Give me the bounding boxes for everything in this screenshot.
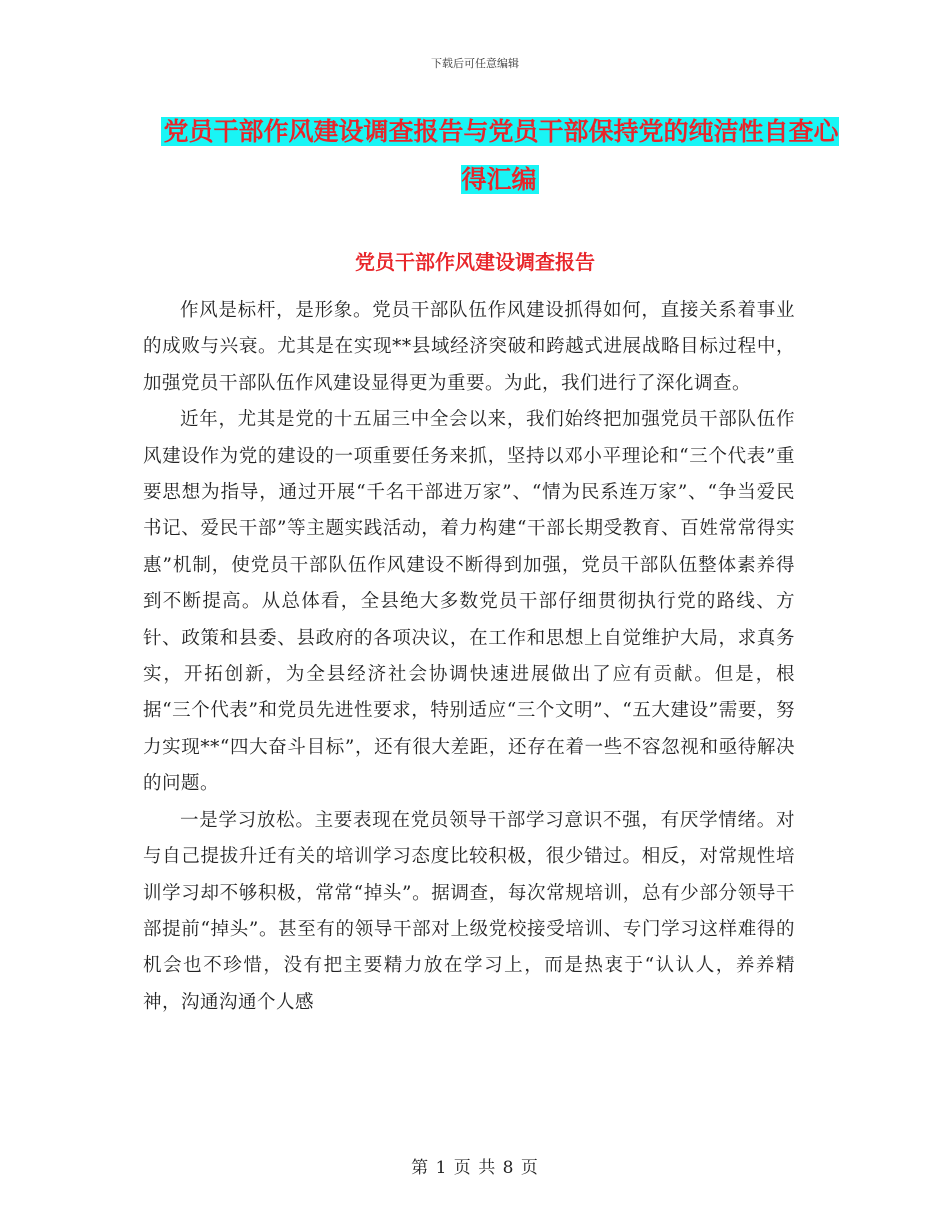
section-title: 党员干部作风建设调查报告 [355,250,595,274]
document-title [150,108,850,204]
header-note: 下载后可任意编辑 [431,57,519,70]
body-paragraph: 近年，尤其是党的十五届三中全会以来，我们始终把加强党员干部队伍作风建设作为党的建设的一项重要任务来抓，坚持以邓小平理论和“三个代表”重要思想为指导，通过开展“千名干部进万家”、“情为民系连万家”、“争当爱民书记、爱民干部”等主题实践活动，着力构建“干部长期受教育、百姓常常得实惠”机制，使党员干部队伍作风建设不断得到加强，党员干部队伍整体素养得到不断提高。从总体看，全县绝大多数党员干部仔细贯彻执行党的路线、方针、政策和县委、县政府的各项决议，在工作和思想上自觉维护大局，求真务实，开拓创新，为全县经济社会协调快速进展做出了应有贡献。但是，根据“三个代表”和党员先进性要求，特别适应“三个文明”、“五大建设”需要，努力实现**“四大奋斗目标”，还有很大差距，还存在着一些不容忽视和亟待解决的问题。 [143,409,795,795]
body-paragraph: 一是学习放松。主要表现在党员领导干部学习意识不强，有厌学情绪。对与自己提拔升迁有关的培训学习态度比较积极，很少错过。相反，对常规性培训学习却不够积极，常常“掉头”。据调查，每次常规培训，总有少部分领导干部提前“掉头”。甚至有的领导干部对上级党校接受培训、专门学习这样难得的机会也不珍惜，没有把主要精力放在学习上，而是热衷于“认认人，养养精神，沟通沟通个人感 [143,809,795,1013]
document-body [143,293,795,1021]
page-number-footer: 第 1 页 共 8 页 [411,1158,539,1178]
document-title-highlight: 党员干部作风建设调查报告与党员干部保持党的纯洁性自查心得汇编 [163,117,839,194]
body-paragraph: 作风是标杆，是形象。党员干部队伍作风建设抓得如何，直接关系着事业的成败与兴衰。尤其是在实现**县域经济突破和跨越式进展战略目标过程中，加强党员干部队伍作风建设显得更为重要。为此，我们进行了深化调查。 [143,300,795,394]
